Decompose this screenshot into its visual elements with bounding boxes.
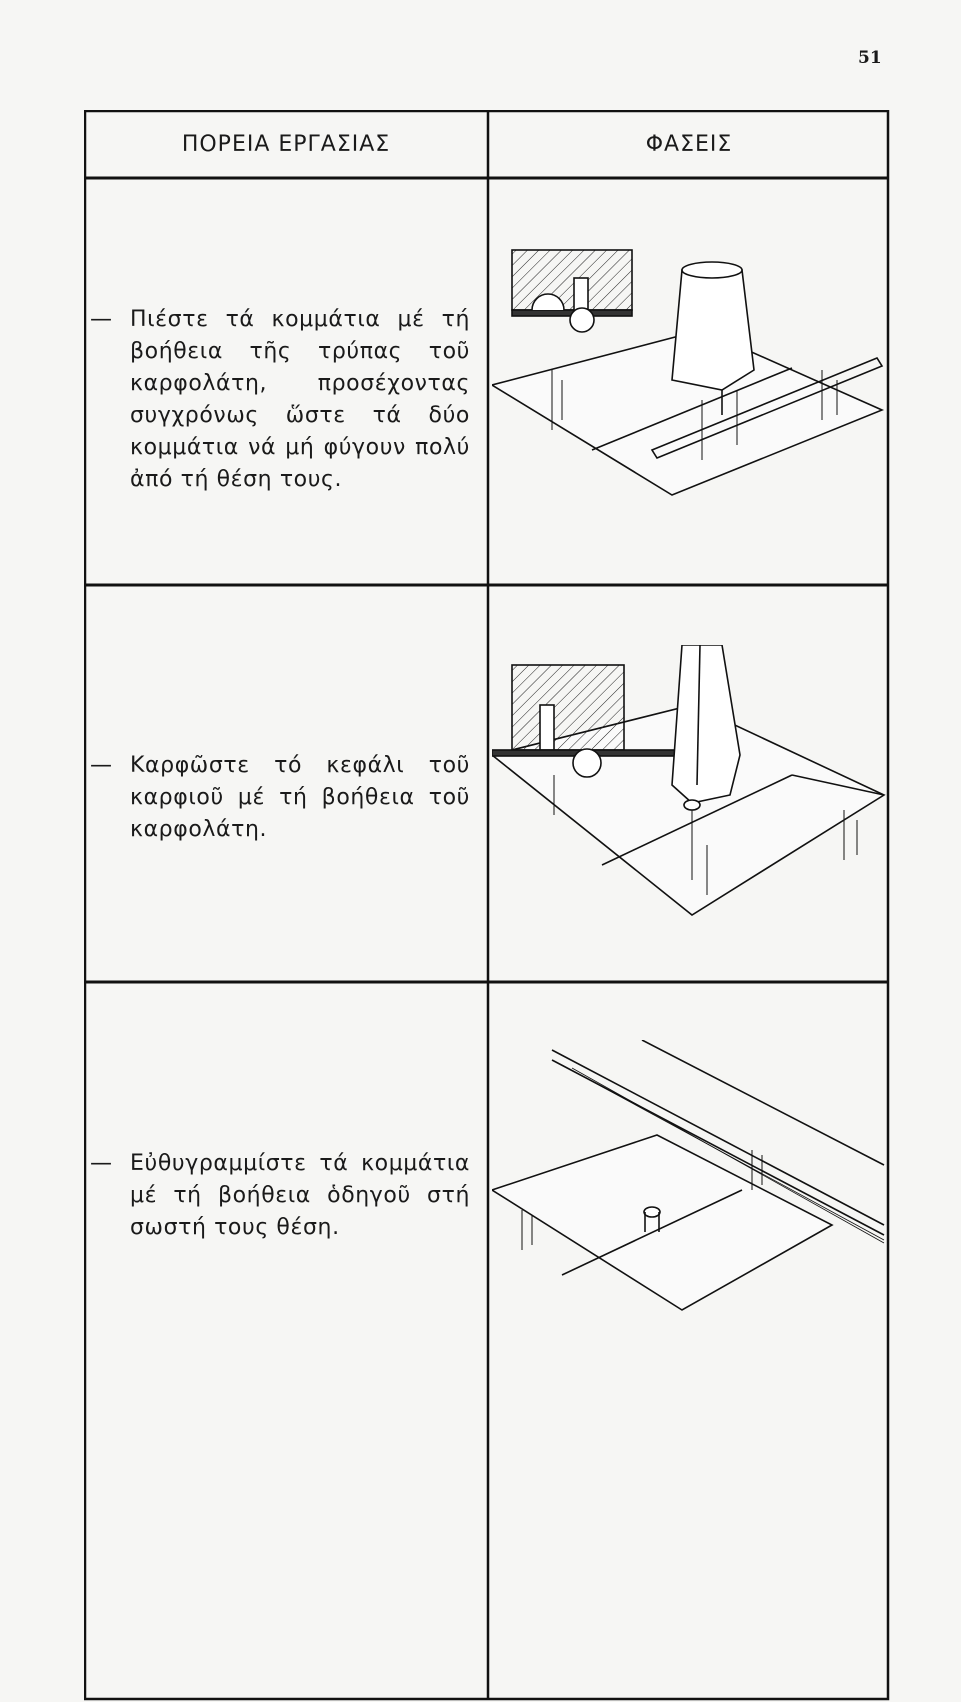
instruction-row-1 [84,304,479,504]
procedure-table [84,110,890,1702]
bullet-dash: — [90,307,113,332]
instruction-row-2 [84,750,479,860]
bullet-dash: — [90,753,113,778]
instruction-text: Πιέστε τά κομμάτια μέ τή βοήθεια τῆς τρύπας τοῦ καρφολάτη, προσέχοντας συγχρόνως ὥστε τά δύο κομμάτια νά μή φύγουν πολύ ἀπό τή θέση τους. [130,307,470,492]
page-number: 51 [858,48,882,68]
rivet-set-press-illustration [492,240,888,520]
header-work-procedure: ΠΟΡΕΙΑ ΕΡΓΑΣΙΑΣ [181,131,391,157]
alignment-guide-illustration [492,1040,888,1320]
bullet-dash: — [90,1151,113,1176]
header-phases: ΦΑΣΕΙΣ [645,131,733,157]
instruction-text: Εὐθυγραμμίστε τά κομμάτια μέ τή βοήθεια ὁδηγοῦ στή σωστή τους θέση. [130,1151,470,1240]
rivet-head-forming-illustration [492,645,888,925]
instruction-text: Καρφῶστε τό κεφάλι τοῦ καρφιοῦ μέ τή βοήθεια τοῦ καρφολάτη. [130,753,470,842]
instruction-row-3 [84,1148,479,1258]
